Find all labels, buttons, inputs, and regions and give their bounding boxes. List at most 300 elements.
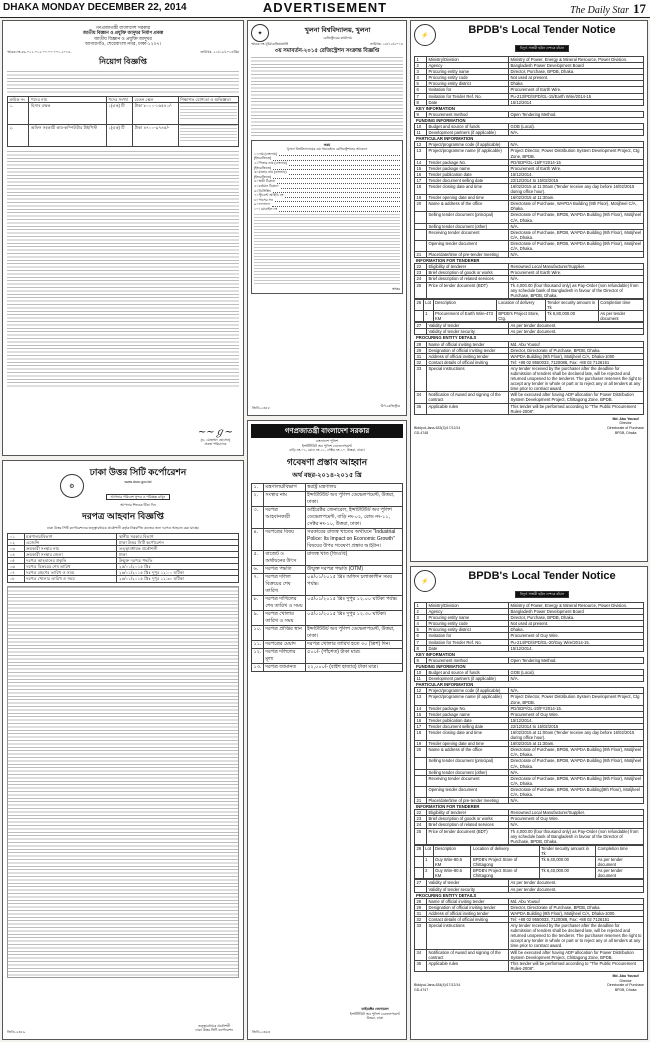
table-cell: এজেন্সি [24, 539, 117, 545]
table-cell [178, 125, 238, 147]
table-cell-label: Tender document selling date [427, 723, 509, 729]
table-row [415, 923, 644, 949]
table-cell-value: Not used at present. [509, 75, 644, 81]
table-cell-label: Opening tender document [427, 240, 509, 251]
table-header-cell: Lot [423, 845, 433, 856]
table-cell-value: Tel: +88 02 9550033, 7120088, Fax: +88 02 7126151 [509, 359, 644, 365]
form-field-label: (ইংরেজিতে) [254, 156, 272, 161]
table-cell-value: As per tender document. [509, 880, 644, 886]
table-row [415, 359, 644, 365]
table-cell-num: 23 [415, 816, 427, 822]
table-cell: তত্ত্বাবধায়ক প্রকৌশলী [117, 545, 239, 551]
table-cell: মন্ত্রণালয়/বিভাগ [263, 483, 305, 491]
table-cell: সরকারের রাজস্ব খাতের অর্থায়নে "Industrial Police: Its Impact on Economic Growth" বিষয়ের উপর গবেষণা প্রস্তাব আহ্বান। [305, 528, 402, 550]
table-cell: রাজস্ব খাত (জিওবি) [305, 550, 402, 565]
ad2-intro: ঢাকা উত্তর সিটি কর্পোরেশনের তত্ত্বাবধায়ক প্রকৌশলী কর্তৃক নিম্নবর্ণিত কাজের জন্য দরপত্র আহবান করা যাচ্ছে। [46, 526, 200, 531]
table-cell-label: Validity of tender [427, 880, 509, 886]
table-cell-label: Receiving tender document [427, 229, 509, 240]
table-cell: স্থানীয় সরকার বিভাগ [117, 533, 239, 539]
table-cell: হিসাব রক্ষক [29, 103, 106, 125]
table-cell-num: 6 [415, 87, 427, 93]
table-row [415, 694, 644, 705]
table-header-cell: Location of delivery [496, 299, 545, 310]
table-cell-num: 18 [415, 729, 427, 740]
table-cell-num: 2 [415, 63, 427, 69]
table-cell: স্বরাষ্ট্র মন্ত্রণালয় [305, 483, 402, 491]
ad3-header-text [272, 25, 403, 41]
table-cell-num: 18 [415, 183, 427, 194]
table-cell: ৭. [252, 573, 264, 595]
table-cell-label: Brief description of goods or works [427, 816, 509, 822]
table-cell-num [415, 758, 427, 769]
table-header-cell: Tender security amount in Tk [545, 299, 598, 310]
ad6-code2: GD-4747 [414, 987, 429, 992]
table-row [252, 528, 403, 550]
table-cell: ঢাকা উত্তর সিটি কর্পোরেশন [117, 539, 239, 545]
bpdb-logo-icon: ⚡ [414, 24, 436, 46]
table-cell: সংস্থার নাম [263, 491, 305, 506]
table-cell-label: Name & address of the office [427, 747, 509, 758]
table-cell-value: Project Director, Power Distribution System Development Project, Ctg Zone, BPDB. [509, 148, 644, 159]
table-row [415, 729, 644, 740]
table-cell: টাকা ৮০০০-১৬৫৪০/- [133, 103, 178, 125]
table-cell-value: N/A. [509, 822, 644, 828]
table-cell-label: Agency [427, 63, 509, 69]
table-cell-label: Tender closing date and time [427, 183, 509, 194]
table-cell-num: 9 [415, 657, 427, 663]
table-header-cell: 26 [415, 299, 424, 310]
table-row [415, 775, 644, 786]
ad3-memo-line [251, 42, 403, 47]
table-row [252, 491, 403, 506]
table-cell-value: Directorate of Purchase, BPDB, WAPDA Building (9th Floor), Motijheel C/A, Dhaka. [509, 212, 644, 223]
table-cell-num: 21 [415, 798, 427, 804]
table-cell-value: 15/12/2014. [509, 171, 644, 177]
table-cell-value: Directorate of Purchase, WAPDA Building (9th Floor), Motijheel C/A, Dhaka. [509, 201, 644, 212]
ad4-subtitle: অর্থ বছর-২০১৪-২০১৫ খ্রি [292, 471, 362, 479]
table-cell: বাজেট ও অর্থায়নের উৎস [263, 550, 305, 565]
table-cell-num [415, 786, 427, 797]
table-cell-num: 7 [415, 639, 427, 645]
table-cell: দরপত্র খোলার তারিখ ও সময় [24, 576, 117, 582]
table-cell-num: 4 [415, 75, 427, 81]
ad6-footer [414, 974, 644, 992]
table-row [415, 747, 644, 758]
table-cell: ঢাকা [117, 552, 239, 558]
table-cell: ইন্সটিটিউট অব পুলিশ ডেভেলপমেন্ট, উত্তরা, ঢাকা। [305, 625, 402, 640]
table-cell-label: Validity of tender security [427, 886, 509, 892]
ad6-header-text [440, 570, 644, 600]
table-cell-num: 8 [415, 99, 427, 105]
table-cell-value: 22/12/2014 to 15/02/2015 [509, 177, 644, 183]
table-cell: দরপত্র প্রাপ্তির স্থান [263, 625, 305, 640]
table-cell-num: 33 [415, 923, 427, 949]
table-header-cell: Description [433, 845, 471, 856]
table-cell-value: 16/02/2015 at 11:00am (Tender receive any day before 16/02/2015 during office hour). [509, 729, 644, 740]
table-cell: ০৫/০১/২০১৫ খ্রিঃ দুপুর ১২.০০ ঘটিকা পর্যন্ত। [305, 595, 402, 610]
table-cell: ১. [8, 103, 29, 125]
table-cell: ইন্সটিটিউট অব পুলিশ ডেভেলপমেন্ট, উত্তরা, ঢাকা। [305, 491, 402, 506]
table-cell-label: Designation of official inviting tender [427, 904, 509, 910]
ad3-sign-name: উপ-রেজিস্ট্রার [380, 404, 400, 409]
table-cell-num: 29 [415, 904, 427, 910]
table-cell-num: 22 [415, 810, 427, 816]
table-header-cell: 26 [415, 845, 424, 856]
table-cell: দরপত্র আহবানকারী [263, 506, 305, 528]
form-field-label: ৭। স্টুডেন্ট আইডি নং [254, 193, 284, 198]
ad4-dept2: ইন্সটিটিউট অব পুলিশ ডেভেলপমেন্ট [301, 443, 353, 448]
table-cell: ৮. [252, 595, 264, 610]
table-cell-num: 16 [415, 717, 427, 723]
table-cell-value: Ministry of Power, Energy & Mineral Resource, Power Division. [509, 603, 644, 609]
ad6-header [414, 570, 644, 600]
page-date: DHAKA MONDAY DECEMBER 22, 2014 [3, 2, 187, 13]
form-field-row [254, 207, 400, 212]
ad2-slogan2: আপনার শিশুকে টিকা দিন [120, 502, 156, 507]
table-cell-label: Selling tender document (principal) [427, 212, 509, 223]
ad6-slogan: বিদ্যুৎ সাশ্রয়ী হউন দেশকে বাঁচান [515, 591, 569, 598]
table-row [8, 576, 239, 582]
table-cell: ০৪/০১/২০১৫ খ্রিঃ অফিস চলাকালীন সময় পর্যন্ত। [305, 573, 402, 595]
table-row [415, 603, 644, 609]
table-cell-label: Name & address of the office [427, 201, 509, 212]
table-cell-num: 13 [415, 694, 427, 705]
ad4-addr: বাড়ি নং-০২, রোড নং-১১, সেক্টর নং-১০, উত্তরা, ঢাকা। [289, 448, 365, 453]
table-cell-num: 17 [415, 177, 427, 183]
form-field-label: ২। পিতার নাম (বাংলায়) [254, 160, 287, 165]
table-cell-value: Tk 4,000.00 (four thousand only) as Pay-Order (non refundable) from any schedule bank of Bangladesh in favour of the Director of Purchase, BPDB, Dhaka. [509, 828, 644, 844]
table-cell-num: 5 [415, 81, 427, 87]
table-header-cell: শিক্ষাগত যোগ্যতা ও অভিজ্ঞতা [178, 97, 238, 103]
table-row [415, 183, 644, 194]
table-cell: ১২. [252, 648, 264, 663]
ad2-signature-block [196, 1024, 234, 1033]
table-cell-value: This tender will be performed according to "The Public Procurement Rules-2008". [509, 403, 644, 414]
table-cell-num: 11 [415, 130, 427, 136]
ad5-title: BPDB's Local Tender Notice [468, 24, 616, 36]
table-cell: Guy Wire-80.6 KM [433, 868, 471, 879]
table-cell-value: GOB (Local). [509, 124, 644, 130]
ad6-code1: Biddyut-Jana-634(4)/17/12/14 [414, 983, 461, 988]
table-cell-label: Selling tender document (principal) [427, 758, 509, 769]
table-cell: অফিস সহকারী কাম-কম্পিউটার টাইপিস্ট [29, 125, 106, 147]
table-cell-value: Procurement of Guy Wire. [509, 816, 644, 822]
table-cell: ০৪ [8, 552, 25, 558]
ad2-title: দরপত্র আহবান বিজ্ঞপ্তি [82, 511, 164, 522]
paper-name: The Daily Star 17 [570, 1, 646, 16]
ad1-org-line1: গণপ্রজাতন্ত্রী বাংলাদেশ সরকার [95, 25, 151, 30]
table-cell: দরপত্র বিক্রয়ের শেষ তারিখ [24, 564, 117, 570]
table-row [415, 282, 644, 298]
table-section-heading: PROCURING ENTITY DETAILS [415, 892, 644, 898]
table-cell-num: 24 [415, 276, 427, 282]
table-cell: ০৮ [8, 576, 25, 582]
table-cell-num: 33 [415, 365, 427, 391]
ad5-footer [414, 417, 644, 435]
ad5-sign-name: Md. Abu Yousuf [612, 416, 639, 421]
table-cell-value: Open Tendering Method. [509, 657, 644, 663]
table-cell: ক্রয়কারী সংস্থার নাম [24, 545, 117, 551]
ad5-slogan: বিদ্যুৎ সাশ্রয়ী হউন দেশকে বাঁচান [515, 45, 569, 52]
table-row [415, 916, 644, 922]
table-cell-label: Development partners (if applicable) [427, 676, 509, 682]
ad5-tail-table [414, 322, 644, 415]
table-cell-value: Procurement of Guy Wire. [509, 633, 644, 639]
table-cell-value: Any tender received by the purchaser after the deadline for submission of tenders shall be declared late, will be rejected and returned unopened to the tenderer. The purchaser reserves the right to accept any tender in whole or part or to reject any or all tenders at any time prior to contract award. [509, 923, 644, 949]
table-cell-label: Date [427, 99, 509, 105]
table-row [252, 648, 403, 663]
table-row [8, 103, 239, 125]
table-cell-num [415, 229, 427, 240]
ad6-tail-table [414, 879, 644, 972]
table-cell-label: Address of official inviting tender [427, 910, 509, 916]
ad5-code1: Biddyut-Jana-633(3)/17/12/14 [414, 425, 461, 430]
table-row [252, 565, 403, 573]
table-cell-num: 24 [415, 822, 427, 828]
table-row [415, 240, 644, 251]
table-cell: ১. [252, 483, 264, 491]
table-cell: ১১. [253, 640, 262, 647]
table-cell: ১০. [252, 625, 264, 640]
ad6-title: BPDB's Local Tender Notice [468, 570, 616, 582]
table-cell-num: 11 [415, 676, 427, 682]
table-cell-value: Open Tendering Method. [509, 111, 644, 117]
table-cell-num: 19 [415, 741, 427, 747]
table-cell-num: 34 [415, 392, 427, 403]
table-cell-value: PD/SDP/GL-20/FY2014-15. [509, 705, 644, 711]
ad2-sign-org: ঢাকা উত্তর সিটি কর্পোরেশন [195, 1028, 233, 1033]
ad5-lot-table [414, 299, 644, 322]
ad2-details-table [7, 586, 239, 978]
table-cell: দরপত্র দলিল বিক্রয়ের শেষ তারিখ [263, 573, 305, 595]
ad5-sign-place: BPDB, Dhaka [614, 430, 637, 435]
ad3-office: রেজিস্ট্রারের কার্যালয় [323, 36, 352, 41]
table-cell-value: 16/02/2015 at 11:00am (Tender receive any day before 16/02/2015 during office hour). [509, 183, 644, 194]
ad6-codes [414, 983, 460, 992]
ad6-sign-name: Md. Abu Yousuf [612, 973, 639, 978]
table-cell-label: Special instructions [427, 923, 509, 949]
table-cell-label: Procuring entity district [427, 627, 509, 633]
table-cell-value: N/A. [509, 769, 644, 775]
table-cell-value: Will be executed after having ADP allocation for Power Distribution System Development Project, Chittagong Zone, BPDB. [509, 949, 644, 960]
table-cell: ডাইরেক্টর জেনারেল, ইন্সটিটিউট অব পুলিশ ডেভেলপমেন্ট, বাড়ি নং-০২, রোড নং-১১, সেক্টর নং-১০, উত্তরা, ঢাকা। [305, 506, 402, 528]
ad-dncc-tender [2, 460, 244, 1040]
table-cell-value: N/A. [509, 798, 644, 804]
form-field-label: (ইংরেজিতে) [254, 174, 272, 179]
table-cell-label: Validity of tender security [427, 329, 509, 335]
table-cell-num: 4 [415, 621, 427, 627]
table-cell: ২৫/০১/২০১৫ খ্রিঃ [117, 564, 239, 570]
table-cell-value: Pu-213/PD/SPD/GL-15/Earth Wire/2014-15 [509, 93, 644, 99]
table-cell-label: Procuring entity name [427, 615, 509, 621]
table-cell-value: Md. Abu Yousuf [509, 341, 644, 347]
table-header-cell: ক্রমিক নং [8, 97, 29, 103]
table-cell-value: N/A. [509, 223, 644, 229]
table-cell-num: 20 [415, 201, 427, 212]
table-cell-value: Directorate of Purchase, BPDB, WAPDA Building (9th Floor), Motijheel C/A, Dhaka. [509, 747, 644, 758]
ad6-sign-org: Directorate of Purchase [607, 983, 644, 988]
table-cell-num: 23 [415, 270, 427, 276]
ad3-form-extra [254, 214, 400, 284]
table-cell-label: Opening tender document [427, 786, 509, 797]
table-cell-value: Directorate of Purchase, BPDB, WAPDA Building (9th Floor), Motijheel C/A, Dhaka. [509, 758, 644, 769]
ad3-form-fields [254, 152, 400, 212]
table-cell-num: 5 [415, 627, 427, 633]
table-cell-num: 3 [415, 615, 427, 621]
table-cell: ৩. [252, 506, 264, 528]
ad1-memo-line [7, 50, 239, 55]
table-cell-label: Name of official inviting tender [427, 898, 509, 904]
ad2-tender-table [7, 533, 239, 583]
table-cell-label: Development partners (if applicable) [427, 130, 509, 136]
table-cell-label: Procurement method [427, 111, 509, 117]
ad1-conditions-text [7, 151, 239, 389]
lot-table-head [415, 845, 644, 856]
table-cell-value: Director, Directorate of Purchase, BPDB, Dhaka. [509, 347, 644, 353]
table-cell-label: Address of official inviting tender [427, 353, 509, 359]
table-cell-label: Invitation for Tender Ref. No. [427, 93, 509, 99]
ad3-form [251, 140, 403, 295]
table-cell: ২. [252, 491, 264, 506]
table-cell-value: 15/12/2014. [509, 717, 644, 723]
table-cell: Guy Wire-80.6 KM [433, 857, 471, 868]
table-cell: ২৬/০১/২০১৫ খ্রিঃ দুপুর ১২:০০ ঘটিকা [117, 570, 239, 576]
table-cell-label: Receiving tender document [427, 775, 509, 786]
table-cell-label: Tender opening date and time [427, 741, 509, 747]
table-cell: উন্মুক্ত দরপত্র পদ্ধতি [117, 558, 239, 564]
table-cell [415, 868, 424, 879]
table-cell-label: Special instructions [427, 365, 509, 391]
table-cell-num: 34 [415, 949, 427, 960]
table-row [252, 595, 403, 610]
table-cell: ৯. [252, 610, 264, 625]
form-field-label: ৫। বর্তমান ঠিকানা [254, 183, 279, 188]
ad1-table-head [8, 97, 239, 103]
table-cell-value: Renowned Local Manufacturer/Supplier. [509, 810, 644, 816]
table-section-heading: FUNDING INFORMATION [415, 117, 644, 123]
ad6-main-table [414, 602, 644, 845]
table-cell-num: 14 [415, 705, 427, 711]
table-section-heading: INFORMATION FOR TENDERER [415, 804, 644, 810]
table-cell-label: Procurement method [427, 657, 509, 663]
table-cell-value: N/A. [509, 142, 644, 148]
table-row [415, 949, 644, 960]
table-cell-num: 25 [415, 828, 427, 844]
table-cell: ৫০০/- (পাঁচশত) টাকা মাত্র। [305, 648, 402, 663]
ad1-post-table [7, 96, 239, 147]
table-cell-num: 2 [415, 609, 427, 615]
table-cell: Tk 6,40,000.00 [539, 868, 596, 879]
table-cell-label: Applicable rules [427, 960, 509, 971]
table-cell: Tk 6,40,000.00 [539, 857, 596, 868]
ad1-org-line3: জাতীয় বিজ্ঞান ও প্রযুক্তি জাদুঘর [94, 35, 152, 41]
table-cell-value: 16/02/2015 at 11:30am. [509, 741, 644, 747]
table-header-cell: বেতন স্কেল [133, 97, 178, 103]
table-cell-num: 12 [415, 142, 427, 148]
ad6-sign-title: Director [619, 978, 632, 983]
table-cell-num: 27 [415, 323, 427, 329]
table-cell-value: GOB (Local). [509, 670, 644, 676]
table-cell-value: N/A. [509, 688, 644, 694]
ad6-lot-table [414, 845, 644, 880]
dncc-logo-icon: ⚙ [60, 474, 84, 498]
table-cell-num: 9 [415, 111, 427, 117]
table-section-heading: INFORMATION FOR TENDERER [415, 258, 644, 264]
table-row [415, 353, 644, 359]
table-section-heading: PROCURING ENTITY DETAILS [415, 335, 644, 341]
table-cell-value: Any tender received by the purchaser after the deadline for submission of tenders shall be declared late, will be rejected and returned unopened to the tenderer. The purchaser reserves the right to accept any tender in whole or part or to reject any or all tenders at any time prior to contract award. [509, 365, 644, 391]
table-cell-value: Not used at present. [509, 621, 644, 627]
ad5-sign-title: Director [619, 421, 632, 426]
ad1-org-line2: জাতীয় বিজ্ঞান ও প্রযুক্তি জাদুঘর নির্মাণ প্রকল্প [82, 30, 164, 36]
table-cell-label: Place/date/time of pre-tender meeting [427, 252, 509, 258]
table-cell-label: Tender package name [427, 711, 509, 717]
table-section-heading: PARTICULAR INFORMATION [415, 682, 644, 688]
table-cell-value: Will be executed after having ADP allocation for Power Distribution System Development Project, Chittagong Zone, BPDB. [509, 392, 644, 403]
table-cell-label: Brief description of goods or works [427, 270, 509, 276]
table-row [415, 392, 644, 403]
table-row [415, 201, 644, 212]
table-cell-label: Agency [427, 609, 509, 615]
table-cell [178, 103, 238, 125]
table-row [415, 960, 644, 971]
table-cell: ১(এক) টি [106, 103, 132, 125]
table-cell: ০৫/০১/২০১৫ খ্রিঃ দুপুর ১২.৩০ ঘটিকা। [305, 610, 402, 625]
ad1-memo: স্মারক নং-৩৯.০১২.০১২.০০.০০.০০১.২০১৪- [7, 49, 72, 54]
table-cell-label: Tender document selling date [427, 177, 509, 183]
ad3-form-signature: স্বাক্ষর [392, 286, 400, 291]
table-cell-num: 20 [415, 747, 427, 758]
table-cell-num: 28 [415, 341, 427, 347]
table-cell-value: This tender will be performed according to "The Public Procurement Rules-2008". [509, 960, 644, 971]
ad2-org-name: ঢাকা উত্তর সিটি কর্পোরেশন [89, 467, 187, 477]
table-cell-num: 27 [415, 880, 427, 886]
table-cell-label: Tender publication date [427, 171, 509, 177]
table-cell-label: Invitation for Tender Ref. No. [427, 639, 509, 645]
table-cell-num: 1 [415, 57, 427, 63]
table-cell-value: N/A. [509, 130, 644, 136]
form-field-label: ৩। মাতার নাম (বাংলায়) [254, 170, 287, 175]
ad1-org-line4: আগারগাঁও, শেরেবাংলা নগর, ঢাকা-১২০৭। [84, 41, 162, 47]
table-cell-label: Eligibility of tenderer [427, 810, 509, 816]
table-row [415, 57, 644, 63]
table-cell-value: Directorate of Purchase, BPDB, WAPDA Building (9th Floor), Motijheel C/A, Dhaka. [509, 240, 644, 251]
table-cell-label: Date [427, 645, 509, 651]
table-cell-value: Tk 4,000.00 (four thousand only) as Pay-Order (non refundable) from any schedule bank of Bangladesh in favour of the Director of Purchase, BPDB, Dhaka. [509, 282, 644, 298]
ad2-header [7, 465, 239, 507]
table-cell-value: 15/12/2014 [509, 99, 644, 105]
table-cell-label: Selling tender document (other) [427, 223, 509, 229]
ku-logo-icon: ✦ [251, 24, 269, 42]
table-cell-value: Procurement of Guy Wire. [509, 711, 644, 717]
table-cell-value: 16/02/2015 at 11:30am. [509, 195, 644, 201]
table-header-cell: Lot [423, 299, 433, 310]
table-cell: ০১ [8, 533, 25, 539]
table-cell-value: Dhaka [509, 81, 644, 87]
ad2-website: www.dncc.gov.bd [124, 480, 152, 484]
table-cell-value: 15/12/2014. [509, 645, 644, 651]
table-cell: ১(এক) টি [106, 125, 132, 147]
table-cell: BPDB's Project Store of Chittagong [471, 857, 539, 868]
form-field-label: ১০। মোবাইল নং [254, 206, 278, 211]
table-cell-value: Bangladesh Power Development Board [509, 609, 644, 615]
table-cell-num [415, 775, 427, 786]
table-row [252, 610, 403, 625]
table-cell: ২২,০০০/- (বাইশ হাজার) টাকা মাত্র। [305, 663, 402, 671]
table-row [252, 483, 403, 491]
table-cell: দরপত্রের মেয়াদ [263, 640, 305, 648]
table-header-cell: Completion time [596, 845, 644, 856]
